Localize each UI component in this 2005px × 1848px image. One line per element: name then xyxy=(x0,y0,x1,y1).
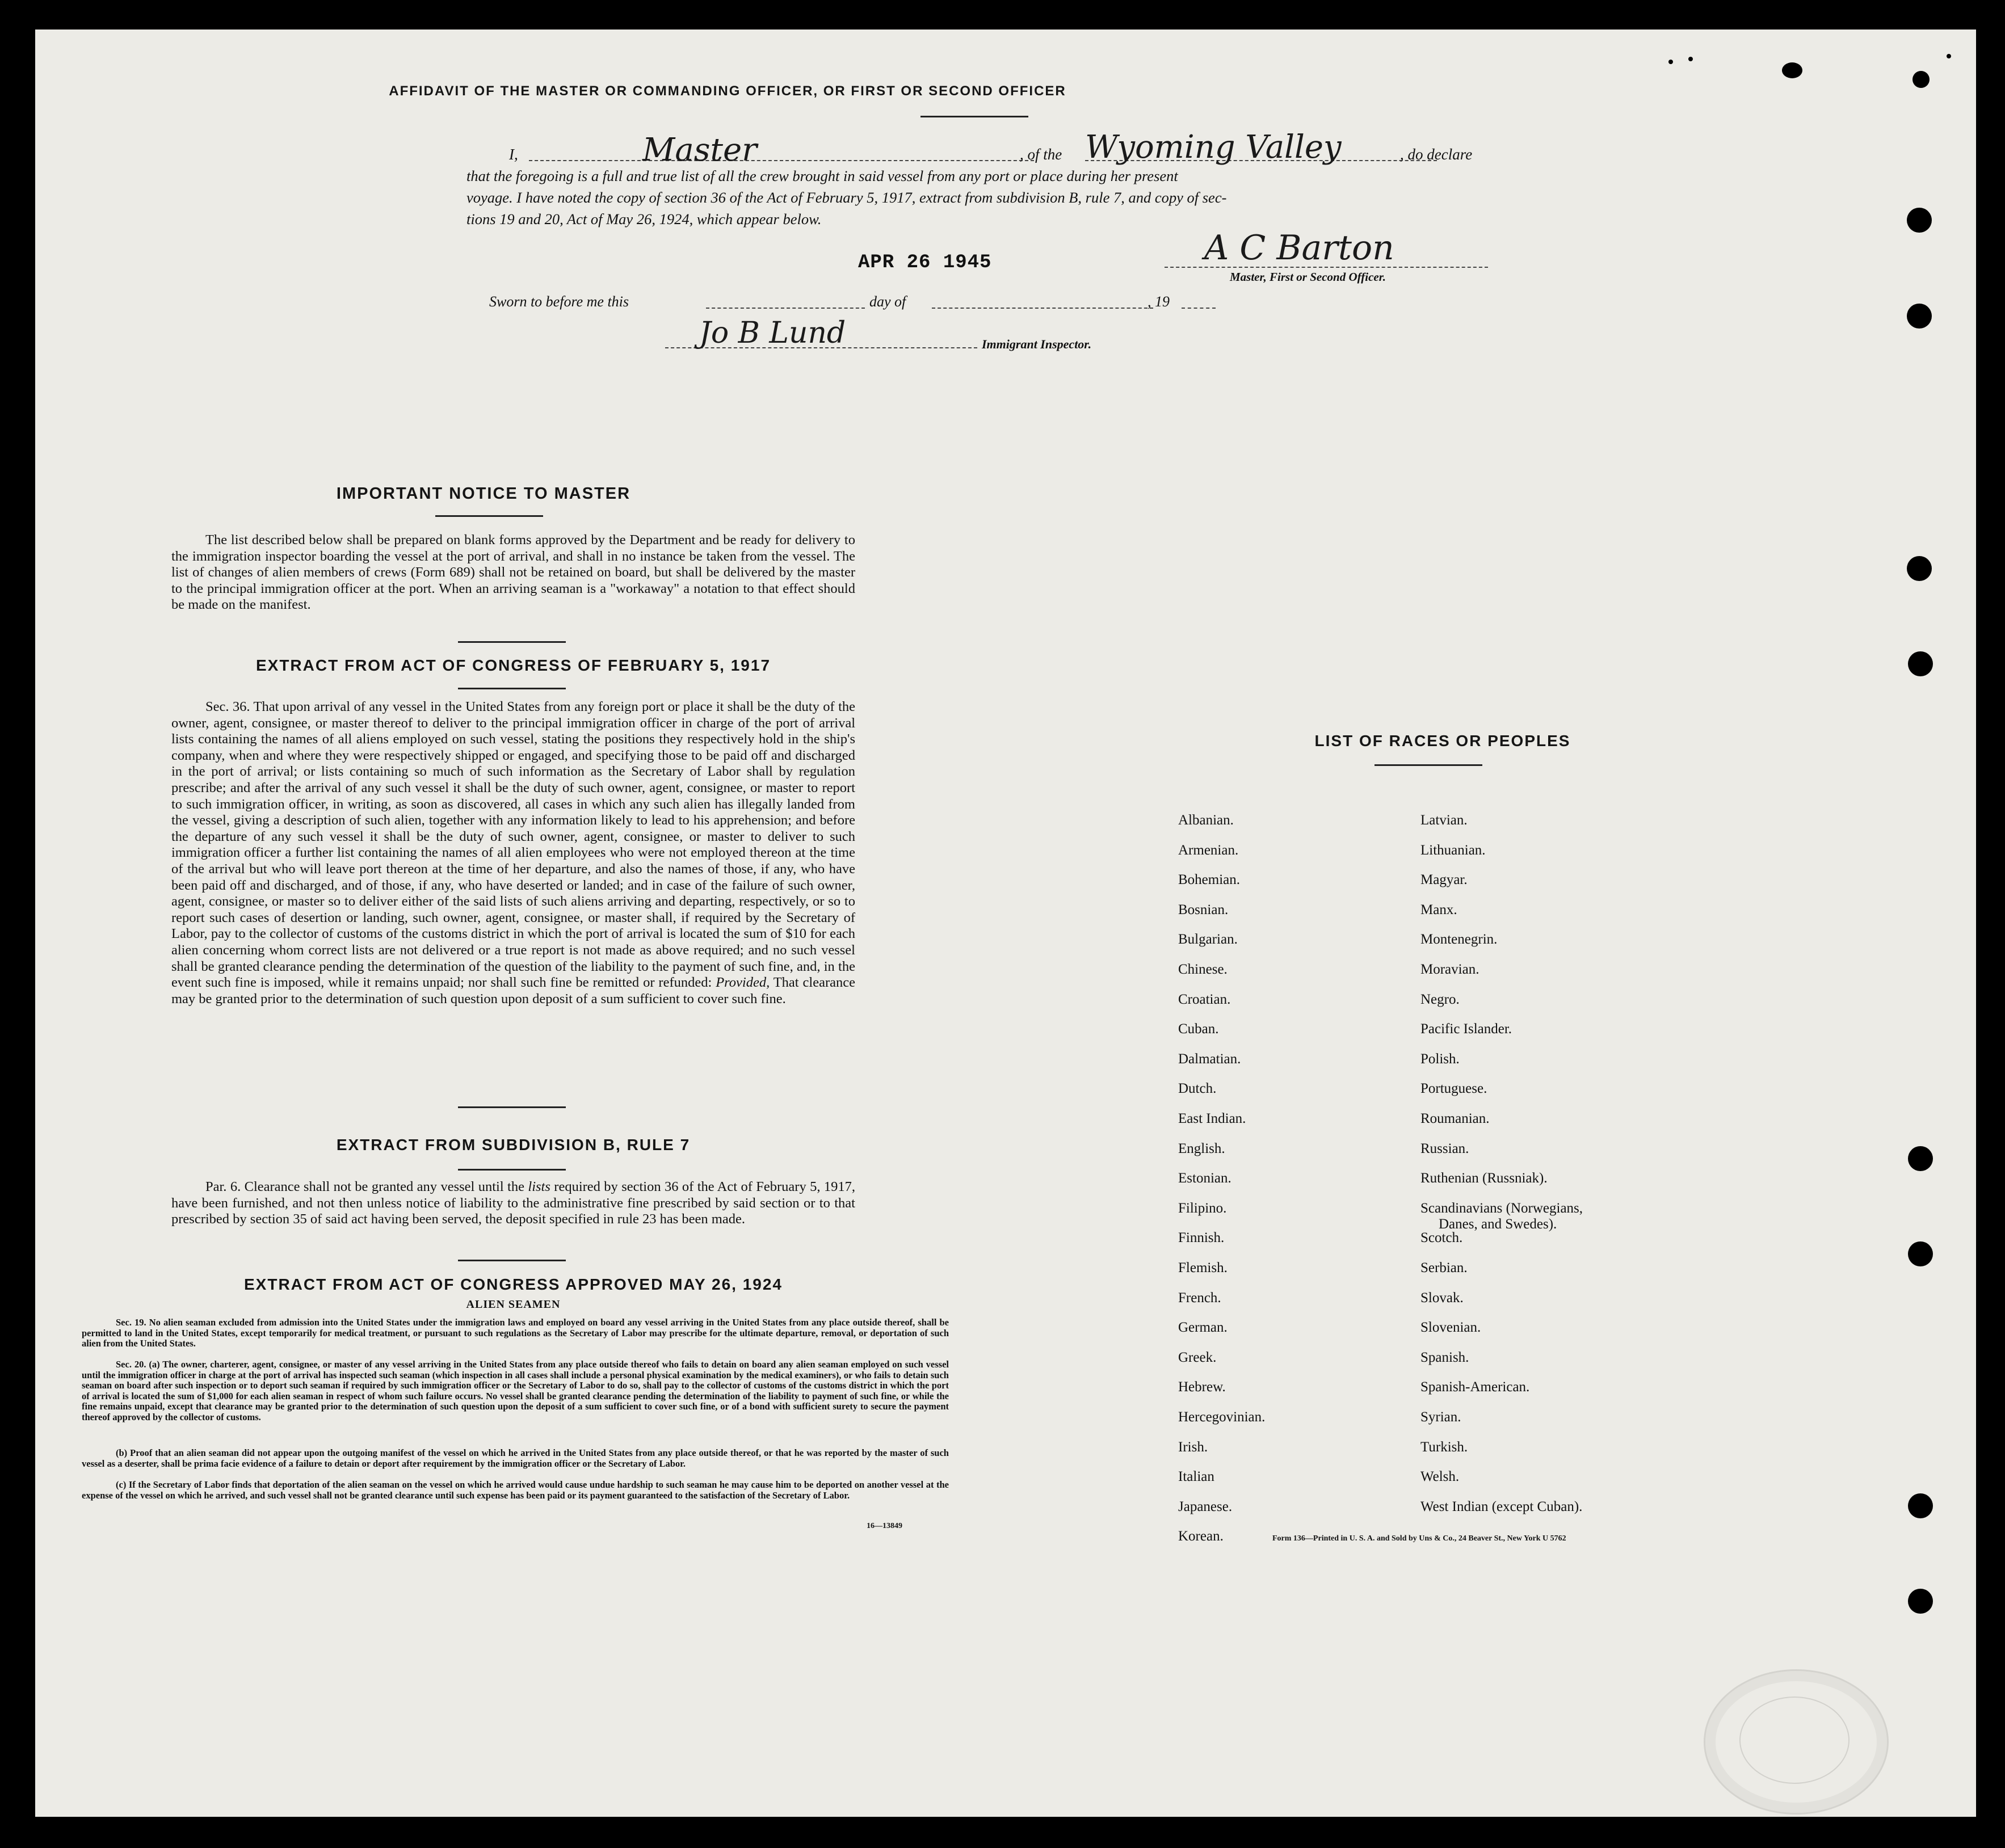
punch-hole xyxy=(1908,1493,1933,1518)
master-signature: A C Barton xyxy=(1204,228,1394,268)
race-item: Korean. xyxy=(1178,1529,1224,1544)
race-item: Scandinavians (Norwegians, xyxy=(1420,1200,1583,1216)
race-item: Slovenian. xyxy=(1420,1320,1481,1336)
sec20c-text: (c) If the Secretary of Labor finds that deportation of the alien seaman on the vessel on which he arrived would cause undue hardship to such seaman he may cause him to be deported on another vessel at the expense of the vessel on which he arrived, and such vessel shall not be granted clearance until such expense has been paid or its payment guaranteed to the satisfaction of the Secretary of Labor. xyxy=(82,1479,949,1501)
race-item: Finnish. xyxy=(1178,1230,1225,1246)
race-item: Bulgarian. xyxy=(1178,932,1238,948)
race-item: East Indian. xyxy=(1178,1111,1246,1126)
race-item: Portuguese. xyxy=(1420,1081,1487,1097)
notice-end-rule xyxy=(458,641,566,643)
sworn-year-line xyxy=(1182,308,1216,309)
printer-line: Form 136—Printed in U. S. A. and Sold by Uns & Co., 24 Beaver St., New York U 5762 xyxy=(1272,1534,1566,1543)
speck xyxy=(1947,54,1951,58)
race-item: Greek. xyxy=(1178,1349,1217,1365)
title-rule xyxy=(920,116,1028,117)
races-rule xyxy=(1375,764,1482,766)
races-title: LIST OF RACES OR PEOPLES xyxy=(1314,732,1571,750)
race-item: Croatian. xyxy=(1178,991,1231,1007)
day-of-label: day of xyxy=(869,293,906,310)
of-the-label: , of the xyxy=(1020,146,1062,163)
race-item: Hebrew. xyxy=(1178,1379,1226,1395)
race-item: Turkish. xyxy=(1420,1439,1468,1455)
punch-hole xyxy=(1907,208,1932,233)
seal-eagle-ring xyxy=(1739,1697,1850,1784)
embossed-seal xyxy=(1704,1669,1889,1815)
affidavit-title: AFFIDAVIT OF THE MASTER OR COMMANDING OFFICER, OR FIRST OR SECOND OFFICER xyxy=(389,83,1066,99)
notice-rule xyxy=(435,515,543,517)
race-item: Hercegovinian. xyxy=(1178,1409,1266,1425)
do-declare-label: , do declare xyxy=(1400,146,1473,163)
sec20a-text: Sec. 20. (a) The owner, charterer, agent, consignee, or master of any vessel arriving in the United States from any place outside thereof who fails to detain on board any alien seaman employed on such vessel until the immigration officer in charge at the port of arrival has inspected such seaman (which inspection in all cases shall include a personal physical examination by the medical examiners), or who fails to detain such seaman on board after such inspection or to deport such seaman if required by such immigration officer or the Secretary of Labor to do so, shall pay to the collector of customs of the customs district in which the port of arrival is located the sum of $1,000 for each alien seaman in respect of whom such failure occurs. No vessel shall be granted clearance pending the determination of the liability to payment of such fine, or while the fine remains unpaid, except that clearance may be granted prior to the determination of such question upon the deposit of a sum sufficient to cover such fine, or of a bond with sufficient surety to secure the payment thereof approved by the collector of customs. xyxy=(82,1359,949,1422)
alien-seamen-subtitle: ALIEN SEAMEN xyxy=(466,1298,561,1311)
race-item: Slovak. xyxy=(1420,1290,1464,1306)
punch-hole xyxy=(1908,1589,1933,1614)
race-item: Dalmatian. xyxy=(1178,1051,1241,1067)
race-item: Manx. xyxy=(1420,902,1457,917)
race-item: Armenian. xyxy=(1178,842,1239,858)
sworn-label: Sworn to before me this xyxy=(489,293,629,310)
sec20b-text: (b) Proof that an alien seaman did not appear upon the outgoing manifest of the vessel on which he arrived in the United States from any place outside thereof, or that he was reported by the master of such vessel as a deserter, shall be prima facie evidence of a failure to detain or deport after requirement by the immigration officer or the Secretary of Labor. xyxy=(82,1447,949,1469)
race-item: Bohemian. xyxy=(1178,872,1241,888)
race-item: Russian. xyxy=(1420,1140,1469,1156)
race-item: Irish. xyxy=(1178,1439,1208,1455)
form-code: 16—13849 xyxy=(867,1522,902,1530)
race-item: Scotch. xyxy=(1420,1230,1463,1246)
notice-body: The list described below shall be prepared on blank forms approved by the Department and be ready for delivery to the immigration inspector boarding the vessel at the port of arrival, and shall in no instance be taken from the vessel. The list of changes of alien members of crews (Form 689) shall not be retained on board, but shall be delivered by the master to the principal immigration officer at the port. When an arriving seaman is a "workaway" a notation to that effect should be made on the manifest. xyxy=(171,532,855,613)
par6-text: Par. 6. Clearance shall not be granted any vessel until the xyxy=(205,1179,528,1194)
extract-1917-title: EXTRACT FROM ACT OF CONGRESS OF FEBRUARY 5, 1917 xyxy=(255,656,771,674)
signature-caption: Master, First or Second Officer. xyxy=(1230,270,1386,284)
affidavit-i-label: I, xyxy=(509,146,518,163)
race-item: Bosnian. xyxy=(1178,902,1229,917)
race-item: Japanese. xyxy=(1178,1498,1233,1514)
declaration-line-2: that the foregoing is a full and true list of all the crew brought in said vessel from any port or place during her present xyxy=(466,167,1178,184)
race-item: Ruthenian (Russniak). xyxy=(1420,1171,1548,1186)
race-item: Latvian. xyxy=(1420,813,1468,828)
speck xyxy=(1688,57,1693,61)
punch-hole xyxy=(1782,62,1802,78)
sec36-end: That clearance may be granted prior to the determination of such question upon deposit of a sum sufficient to cover such fine. xyxy=(171,975,855,1007)
race-item: Polish. xyxy=(1420,1051,1460,1067)
declaration-line-4: tions 19 and 20, Act of May 26, 1924, which appear below. xyxy=(466,211,822,228)
race-item: Flemish. xyxy=(1178,1260,1228,1276)
rule7-end-rule xyxy=(458,1260,566,1261)
punch-hole xyxy=(1907,304,1932,329)
race-item: Serbian. xyxy=(1420,1260,1468,1276)
extract-1924-title: EXTRACT FROM ACT OF CONGRESS APPROVED MAY 26, 1924 xyxy=(244,1276,783,1293)
rule7-title: EXTRACT FROM SUBDIVISION B, RULE 7 xyxy=(336,1136,691,1154)
race-item: West Indian (except Cuban). xyxy=(1420,1498,1583,1514)
race-item: Moravian. xyxy=(1420,962,1479,977)
inspector-signature: Jo B Lund xyxy=(699,316,846,350)
declaration-line-3: voyage. I have noted the copy of section 36 of the Act of February 5, 1917, extract from subdivision B, rule 7, and copy of sec- xyxy=(466,189,1227,206)
year-label: , 19 xyxy=(1147,293,1170,310)
name-field-line xyxy=(529,160,1034,161)
par6-end: required by section 36 of the Act of February 5, 1917, have been furnished, and not then unless notice of liability to the administrative fine prescribed by said section or to that prescribed by section 35 of said act having been served, the deposit specified in rule 23 has been made. xyxy=(171,1179,855,1227)
extract-1917-rule xyxy=(458,688,566,689)
sec19-text: Sec. 19. No alien seaman excluded from admission into the United States under the immigration laws and employed on board any vessel arriving in the United States from any place outside thereof, shall be permitted to land in the United States, except temporarily for medical treatment, or pursuant to such regulations as the Secretary of Labor may prescribe for the ultimate departure, removal, or deportation of such alien from the United States. xyxy=(82,1317,949,1349)
race-item: Italian xyxy=(1178,1469,1214,1485)
sec36-proviso: Provided, xyxy=(716,975,770,991)
punch-hole xyxy=(1907,556,1932,581)
race-item: Chinese. xyxy=(1178,962,1228,977)
notice-title: IMPORTANT NOTICE TO MASTER xyxy=(336,485,631,503)
race-item: Montenegrin. xyxy=(1420,932,1498,948)
race-item: Dutch. xyxy=(1178,1081,1217,1097)
par6-lists: lists xyxy=(528,1179,550,1194)
rule7-body xyxy=(171,1179,855,1228)
speck xyxy=(1668,60,1673,64)
inspector-caption: Immigrant Inspector. xyxy=(982,337,1092,351)
sec36-text: Sec. 36. That upon arrival of any vessel in the United States from any foreign port or place it shall be the duty of the owner, agent, consignee, or master thereof to deliver to the principal immigration officer in charge of the port of arrival lists containing the names of all aliens employed on such vessel, stating the positions they respectively hold in the ship's company, when and where they were respectively shipped or engaged, and specifying those to be paid off and discharged in the port of arrival; or lists containing so much of such information as the Secretary of Labor shall by regulation prescribe; and after the arrival of any such vessel it shall be the duty of such owner, agent, consignee, or master to report to such immigration officer, in writing, as soon as discovered, all cases in which any such alien has illegally landed from the vessel, giving a description of such alien, together with any information likely to lead to his apprehension; and before the departure of any such vessel it shall be the duty of such owner, agent, consignee, or master to deliver to such immigration officer a further list containing the names of all alien employees who were not employed thereon at the time of the arrival but who will leave port thereon at the time of her departure, and also the names of those, if any, who have been paid off and discharged, and of those, if any, who have deserted or landed; and in case of the failure of such owner, agent, consignee, or master so to deliver either of the said lists of such aliens arriving and departing, respectively, or so to report such cases of desertion or landing, such owner, agent, consignee, or master shall, if required by the Secretary of Labor, pay to the collector of customs of the customs district in which the port of arrival is located the sum of $10 for each alien concerning whom correct lists are not delivered or a true report is not made as above required; and no such vessel shall be granted clearance pending the determination of the question of the liability to the payment of such fine, and, in the event such fine is imposed, while it remains unpaid; nor shall such fine be remitted or refunded: xyxy=(171,699,855,991)
race-item: Lithuanian. xyxy=(1420,842,1486,858)
punch-hole xyxy=(1908,1146,1933,1171)
race-item: German. xyxy=(1178,1320,1228,1336)
extract-1917-body xyxy=(171,699,855,1007)
race-item: Welsh. xyxy=(1420,1469,1460,1485)
punch-hole xyxy=(1908,651,1933,676)
sworn-day-line xyxy=(706,308,865,309)
race-item: French. xyxy=(1178,1290,1221,1306)
race-item: Albanian. xyxy=(1178,813,1234,828)
race-item: Estonian. xyxy=(1178,1171,1231,1186)
punch-hole xyxy=(1912,71,1930,88)
handwritten-vessel-name: Wyoming Valley xyxy=(1085,129,1342,166)
sworn-month-line xyxy=(932,308,1153,309)
race-item: Pacific Islander. xyxy=(1420,1021,1512,1037)
date-stamp: APR 26 1945 xyxy=(858,252,992,273)
race-item: English. xyxy=(1178,1140,1225,1156)
race-item: Danes, and Swedes). xyxy=(1439,1216,1557,1232)
race-item: Filipino. xyxy=(1178,1200,1227,1216)
race-item: Syrian. xyxy=(1420,1409,1461,1425)
race-item: Spanish-American. xyxy=(1420,1379,1530,1395)
race-item: Negro. xyxy=(1420,991,1460,1007)
race-item: Cuban. xyxy=(1178,1021,1219,1037)
race-item: Spanish. xyxy=(1420,1349,1469,1365)
extract-1917-end-rule xyxy=(458,1106,566,1108)
rule7-rule xyxy=(458,1169,566,1171)
punch-hole xyxy=(1908,1241,1933,1266)
handwritten-rank: Master xyxy=(642,132,757,169)
race-item: Roumanian. xyxy=(1420,1111,1490,1126)
document-page xyxy=(35,30,1976,1817)
race-item: Magyar. xyxy=(1420,872,1468,888)
